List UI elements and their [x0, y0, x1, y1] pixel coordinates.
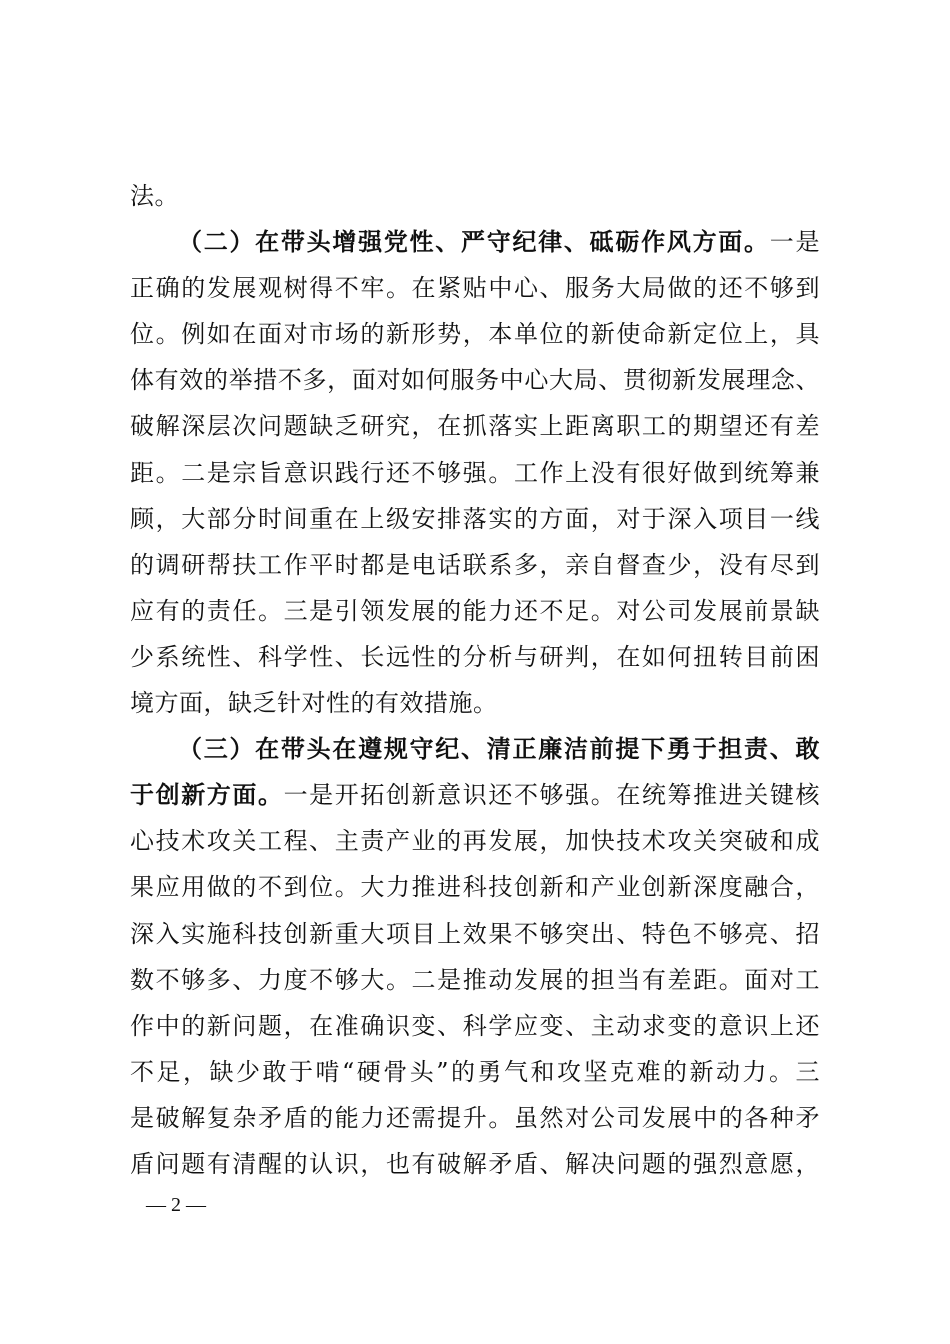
body-text-run: 不足，缺少敢于啃“硬骨头”的勇气和攻坚克难的新动力。三 — [130, 1057, 820, 1086]
body-text-run: 法。 — [130, 182, 179, 210]
text-line — [130, 357, 820, 403]
text-line — [130, 911, 820, 957]
text-line — [130, 772, 820, 818]
body-text-run: 是破解复杂矛盾的能力还需提升。虽然对公司发展中的各种矛 — [130, 1103, 820, 1132]
body-text-run: 果应用做的不到位。大力推进科技创新和产业创新深度融合， — [130, 873, 820, 902]
body-text-run: 距。二是宗旨意识践行还不够强。工作上没有很好做到统筹兼 — [130, 458, 820, 487]
body-text-run: 盾问题有清醒的认识，也有破解矛盾、解决问题的强烈意愿， — [130, 1149, 820, 1178]
text-line — [130, 403, 820, 449]
body-text-run: 顾，大部分时间重在上级安排落实的方面，对于深入项目一线 — [130, 504, 820, 533]
text-line — [130, 634, 820, 680]
text-line — [130, 1141, 820, 1187]
body-text-run: 作中的新问题，在准确识变、科学应变、主动求变的意识上还 — [130, 1011, 820, 1040]
body-text-run: 境方面，缺乏针对性的有效措施。 — [130, 689, 498, 718]
body-text-run: 一是 — [769, 228, 821, 257]
body-text-run: 体有效的举措不多，面对如何服务中心大局、贯彻新发展理念、 — [130, 366, 820, 395]
text-line — [130, 450, 820, 496]
body-text-run: 位。例如在面对市场的新形势，本单位的新使命新定位上，具 — [130, 320, 820, 349]
text-line — [130, 496, 820, 542]
body-text-run: 的调研帮扶工作平时都是电话联系多，亲自督查少，没有尽到 — [130, 550, 820, 579]
text-line — [130, 1049, 820, 1095]
body-text-run: 破解深层次问题缺乏研究，在抓落实上距离职工的期望还有差 — [130, 412, 820, 441]
text-line — [130, 726, 820, 772]
text-line — [130, 1003, 820, 1049]
text-line — [130, 219, 820, 265]
text-line — [130, 680, 820, 726]
text-line — [130, 311, 820, 357]
text-line — [130, 818, 820, 864]
body-text-run: 少系统性、科学性、长远性的分析与研判，在如何扭转目前困 — [130, 642, 820, 671]
text-line — [130, 864, 820, 910]
heading-text: （二）在带头增强党性、严守纪律、砥砺作风方面。 — [178, 227, 770, 257]
text-line — [130, 1095, 820, 1141]
body-text — [130, 173, 820, 1187]
body-text-run: 数不够多、力度不够大。二是推动发展的担当有差距。面对工 — [130, 965, 820, 994]
text-line — [130, 265, 820, 311]
page-number: — 2 — — [146, 1194, 206, 1216]
body-text-run: 正确的发展观树得不牢。在紧贴中心、服务大局做的还不够到 — [130, 274, 820, 303]
body-text-run: 心技术攻关工程、主责产业的再发展，加快技术攻关突破和成 — [130, 827, 820, 856]
text-line — [130, 542, 820, 588]
body-text-run: 深入实施科技创新重大项目上效果不够突出、特色不够亮、招 — [130, 919, 820, 948]
body-text-run: 应有的责任。三是引领发展的能力还不足。对公司发展前景缺 — [130, 596, 820, 625]
text-line — [130, 173, 820, 219]
heading-text: 于创新方面。 — [130, 780, 284, 810]
text-line — [130, 588, 820, 634]
text-line — [130, 957, 820, 1003]
body-text-run: 一是开拓创新意识还不够强。在统筹推进关键核 — [283, 781, 820, 810]
heading-text: （三）在带头在遵规守纪、清正廉洁前提下勇于担责、敢 — [178, 734, 820, 764]
